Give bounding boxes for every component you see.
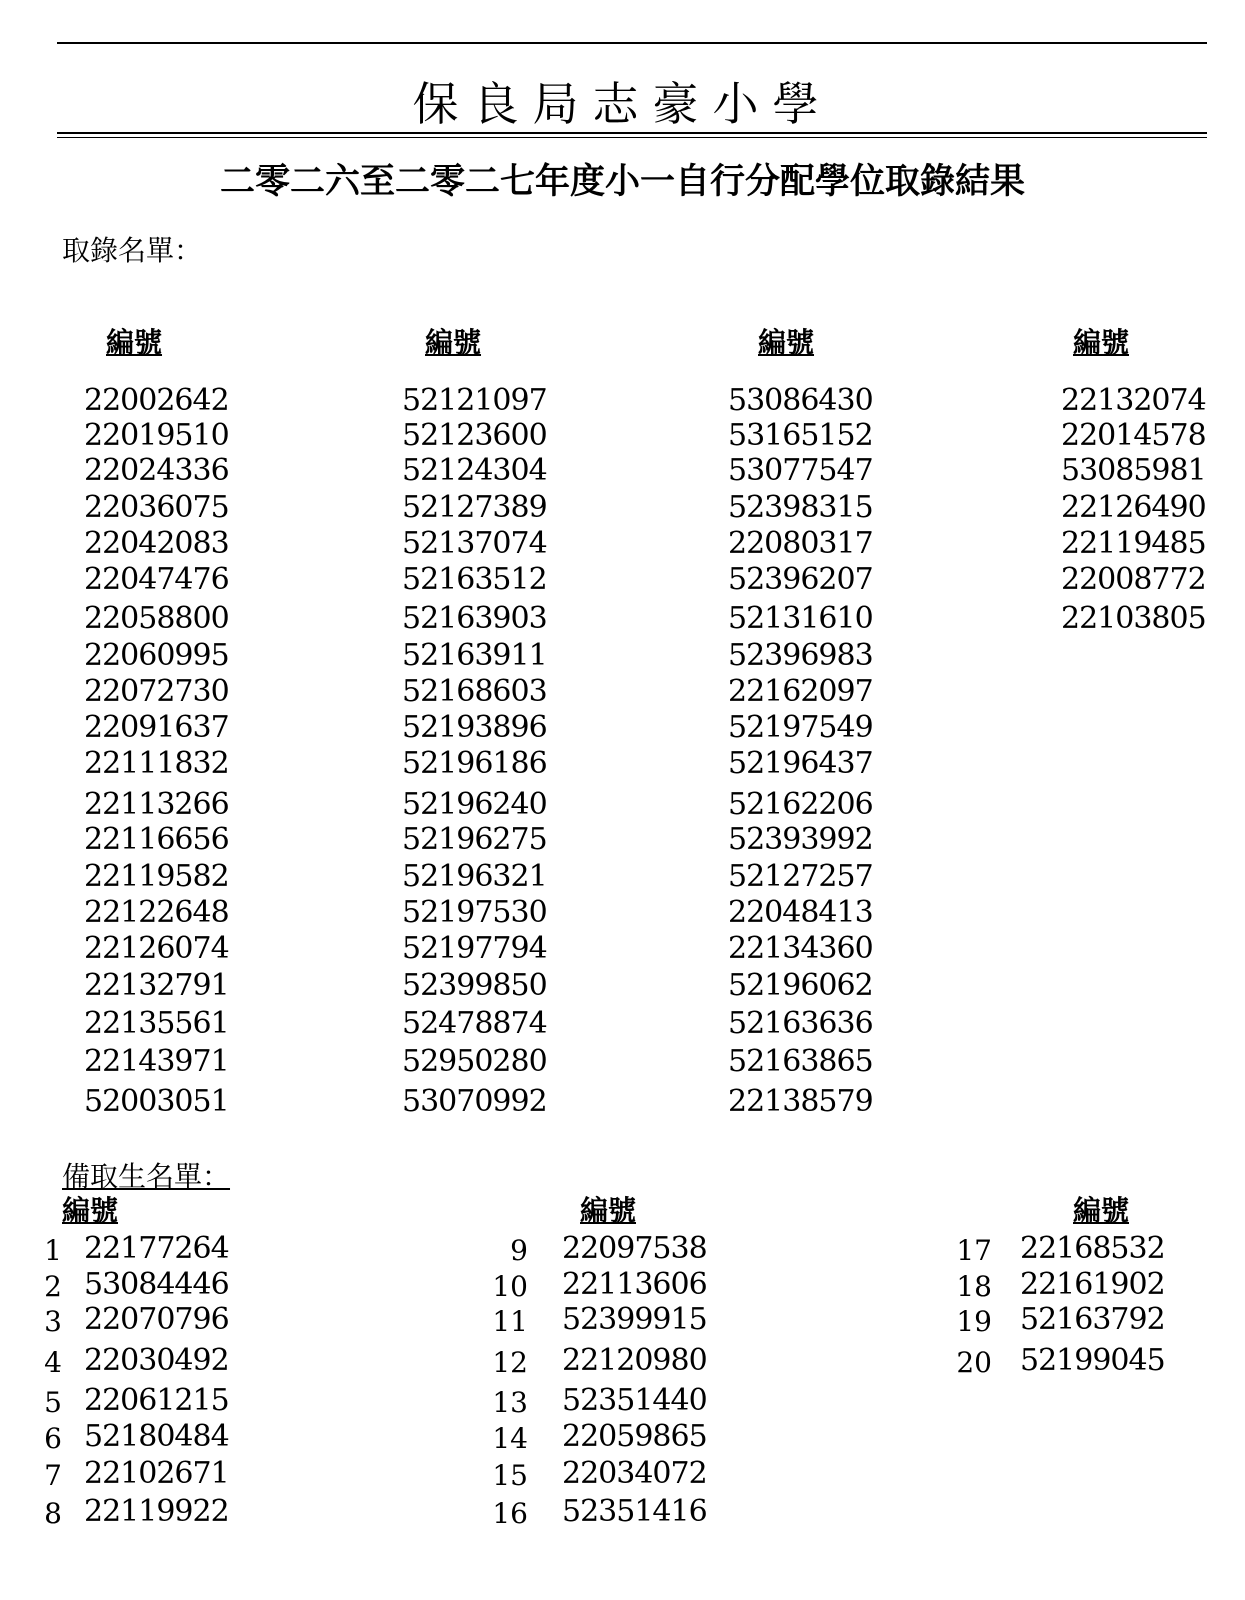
- waitlist-number: 22059865: [562, 1419, 707, 1454]
- waitlist-number: 52351416: [562, 1494, 707, 1529]
- admitted-number: 52124304: [402, 453, 547, 488]
- admitted-number: 52168603: [402, 674, 547, 709]
- waitlist-number: 22177264: [84, 1231, 229, 1266]
- admitted-number: 52137074: [402, 526, 547, 561]
- admitted-number: 52193896: [402, 710, 547, 745]
- waitlist-rank: 13: [492, 1386, 528, 1419]
- waitlist-rank: 4: [44, 1346, 62, 1379]
- waitlist-number: 22113606: [562, 1267, 707, 1302]
- admitted-number: 22135561: [84, 1006, 229, 1041]
- admitted-number: 52163636: [728, 1006, 873, 1041]
- waitlist-rank: 16: [492, 1497, 528, 1530]
- waitlist-rank: 5: [44, 1386, 62, 1419]
- admitted-number: 22119582: [84, 859, 229, 894]
- admitted-number: 52478874: [402, 1006, 547, 1041]
- waitlist-rank: 14: [492, 1422, 528, 1455]
- admitted-number: 52396207: [728, 562, 873, 597]
- waitlist-label: 備取生名單：: [62, 1160, 231, 1193]
- admitted-number: 52393992: [728, 822, 873, 857]
- admitted-number: 22091637: [84, 710, 229, 745]
- waitlist-rank: 10: [492, 1270, 528, 1303]
- admitted-number: 22126490: [1061, 490, 1206, 525]
- admitted-number: 22138579: [728, 1084, 873, 1119]
- admitted-number: 53086430: [728, 383, 873, 418]
- admitted-number: 22132791: [84, 968, 229, 1003]
- admitted-number: 52163865: [728, 1044, 873, 1079]
- school-name: 保良局志豪小學: [412, 77, 833, 131]
- admitted-number: 52196321: [402, 859, 547, 894]
- waitlist-number: 22120980: [562, 1343, 707, 1378]
- waitlist-number: 52399915: [562, 1302, 707, 1337]
- waitlist-number: 52163792: [1020, 1302, 1165, 1337]
- admitted-number: 52196275: [402, 822, 547, 857]
- admitted-number: 22036075: [84, 490, 229, 525]
- admitted-number: 52197530: [402, 895, 547, 930]
- admitted-number: 53085981: [1061, 453, 1206, 488]
- admitted-number: 22047476: [84, 562, 229, 597]
- admitted-number: 52131610: [728, 601, 873, 636]
- waitlist-number: 22070796: [84, 1302, 229, 1337]
- title-rule-lower: [57, 137, 1207, 138]
- admitted-number: 22080317: [728, 526, 873, 561]
- admitted-number: 52950280: [402, 1044, 547, 1079]
- admitted-number: 52163512: [402, 562, 547, 597]
- admitted-number: 22060995: [84, 638, 229, 673]
- admitted-number: 52197549: [728, 710, 873, 745]
- waitlist-number: 53084446: [84, 1267, 229, 1302]
- document-title: 二零二六至二零二七年度小一自行分配學位取錄結果: [219, 162, 1025, 202]
- admitted-number: 22042083: [84, 526, 229, 561]
- admitted-number: 52163903: [402, 601, 547, 636]
- waitlist-column-header: 編號: [580, 1194, 637, 1227]
- admitted-column-header: 編號: [106, 326, 163, 359]
- waitlist-number: 22161902: [1020, 1267, 1165, 1302]
- admitted-number: 53070992: [402, 1084, 547, 1119]
- waitlist-number: 22030492: [84, 1343, 229, 1378]
- admitted-number: 22126074: [84, 931, 229, 966]
- admitted-number: 52121097: [402, 383, 547, 418]
- admitted-number: 53165152: [728, 418, 873, 453]
- admitted-number: 22143971: [84, 1044, 229, 1079]
- admitted-number: 52163911: [402, 638, 547, 673]
- admitted-number: 52196240: [402, 787, 547, 822]
- admitted-number: 22111832: [84, 746, 229, 781]
- admitted-number: 22019510: [84, 418, 229, 453]
- waitlist-rank: 18: [956, 1270, 992, 1303]
- admitted-number: 22024336: [84, 453, 229, 488]
- admitted-column-header: 編號: [425, 326, 482, 359]
- waitlist-rank: 2: [44, 1270, 62, 1303]
- admitted-number: 52162206: [728, 787, 873, 822]
- admitted-number: 52196062: [728, 968, 873, 1003]
- waitlist-column-header: 編號: [62, 1194, 119, 1227]
- waitlist-rank: 9: [510, 1234, 528, 1267]
- admitted-column-header: 編號: [758, 326, 815, 359]
- admitted-number: 52123600: [402, 418, 547, 453]
- admitted-number: 22058800: [84, 601, 229, 636]
- waitlist-number: 52351440: [562, 1383, 707, 1418]
- waitlist-number: 22168532: [1020, 1231, 1165, 1266]
- waitlist-number: 22034072: [562, 1456, 707, 1491]
- admitted-number: 52399850: [402, 968, 547, 1003]
- admitted-number: 52396983: [728, 638, 873, 673]
- admitted-number: 22072730: [84, 674, 229, 709]
- waitlist-rank: 20: [956, 1346, 992, 1379]
- waitlist-number: 22097538: [562, 1231, 707, 1266]
- waitlist-rank: 12: [492, 1346, 528, 1379]
- title-rule-upper: [57, 132, 1207, 134]
- admitted-number: 22113266: [84, 787, 229, 822]
- admitted-number: 22008772: [1061, 562, 1206, 597]
- top-rule: [57, 42, 1207, 44]
- admitted-number: 52196437: [728, 746, 873, 781]
- waitlist-rank: 19: [956, 1305, 992, 1338]
- admitted-column-header: 編號: [1073, 326, 1130, 359]
- waitlist-rank: 1: [44, 1234, 62, 1267]
- waitlist-number: 22119922: [84, 1494, 229, 1529]
- admitted-number: 22132074: [1061, 383, 1206, 418]
- admitted-number: 22119485: [1061, 526, 1206, 561]
- waitlist-rank: 11: [492, 1305, 528, 1338]
- waitlist-number: 52180484: [84, 1419, 229, 1454]
- admitted-number: 22048413: [728, 895, 873, 930]
- admitted-number: 22134360: [728, 931, 873, 966]
- waitlist-rank: 8: [44, 1497, 62, 1530]
- waitlist-rank: 17: [956, 1234, 992, 1267]
- waitlist-number: 52199045: [1020, 1343, 1165, 1378]
- waitlist-number: 22061215: [84, 1383, 229, 1418]
- admitted-number: 53077547: [728, 453, 873, 488]
- waitlist-rank: 3: [44, 1305, 62, 1338]
- admitted-number: 52196186: [402, 746, 547, 781]
- admitted-number: 52127257: [728, 859, 873, 894]
- admitted-number: 52003051: [84, 1084, 229, 1119]
- admitted-number: 52398315: [728, 490, 873, 525]
- admitted-number: 22002642: [84, 383, 229, 418]
- admitted-list-label: 取錄名單：: [62, 234, 203, 267]
- admitted-number: 22014578: [1061, 418, 1206, 453]
- admitted-number: 22122648: [84, 895, 229, 930]
- admitted-number: 22116656: [84, 822, 229, 857]
- admitted-number: 52127389: [402, 490, 547, 525]
- waitlist-number: 22102671: [84, 1456, 229, 1491]
- waitlist-rank: 15: [492, 1459, 528, 1492]
- admitted-number: 22103805: [1061, 601, 1206, 636]
- waitlist-column-header: 編號: [1073, 1194, 1130, 1227]
- admitted-number: 52197794: [402, 931, 547, 966]
- waitlist-rank: 7: [44, 1459, 62, 1492]
- waitlist-rank: 6: [44, 1422, 62, 1455]
- admitted-number: 22162097: [728, 674, 873, 709]
